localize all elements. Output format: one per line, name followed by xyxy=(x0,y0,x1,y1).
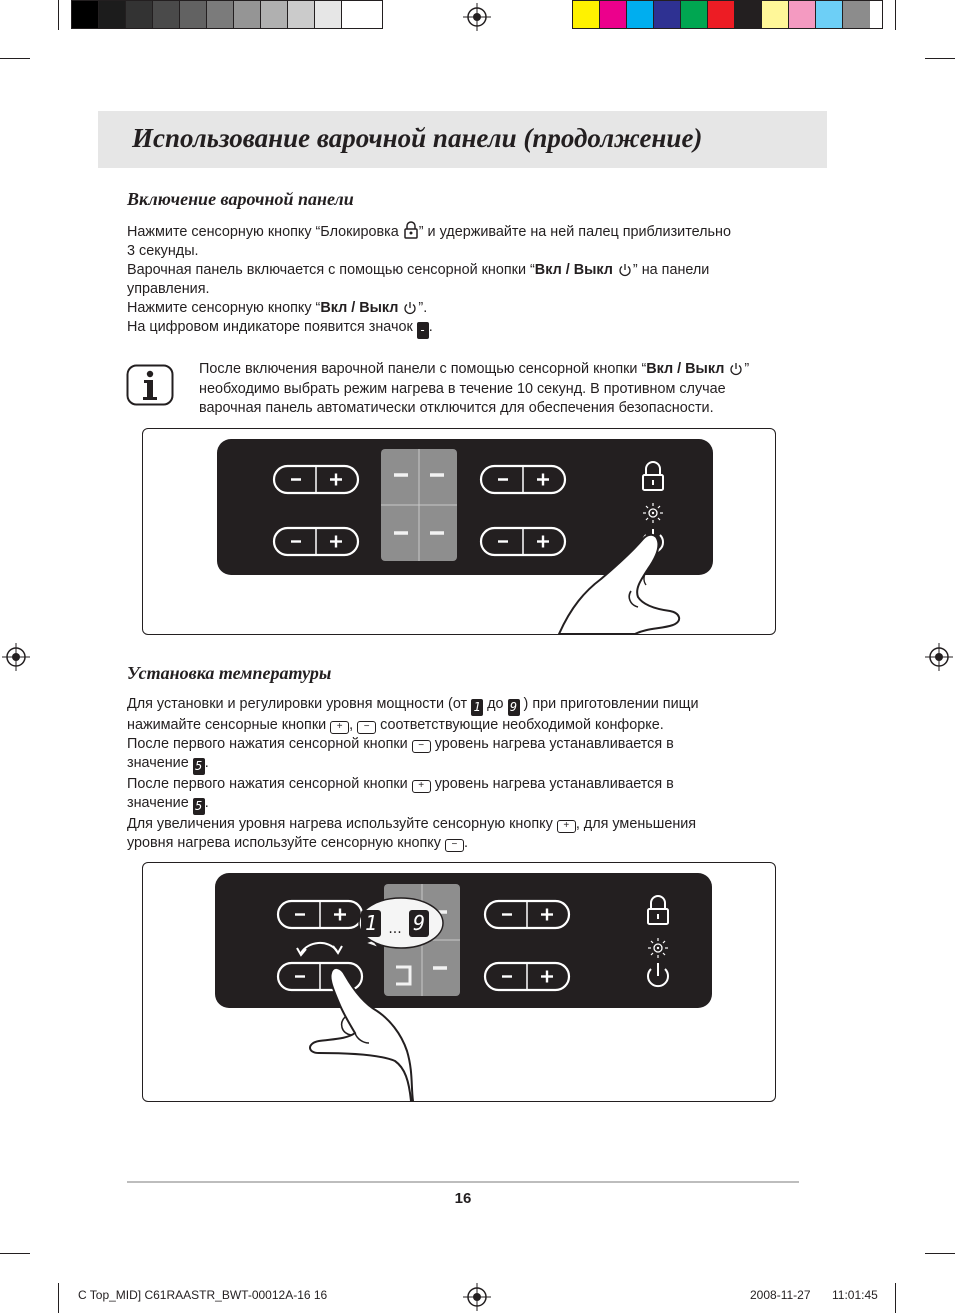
plus-button-icon: + xyxy=(557,820,576,833)
color-swatch xyxy=(708,1,735,28)
title-banner xyxy=(98,111,827,168)
range-dots: ... xyxy=(388,921,402,937)
minus-button-icon: − xyxy=(445,839,464,852)
crop-mark xyxy=(0,58,30,59)
print-slug-date: 2008-11-27 xyxy=(750,1288,811,1302)
power-icon xyxy=(618,263,632,277)
text-line: После включения варочной панели с помощью сенсорной кнопки “Вкл / Выкл ” xyxy=(199,361,750,377)
color-swatch xyxy=(573,1,600,28)
color-swatch xyxy=(735,1,762,28)
text-line: варочная панель автоматически отключится для обеспечения безопасности. xyxy=(199,400,714,416)
power-range-callout xyxy=(359,898,443,948)
text-line: После первого нажатия сенсорной кнопки + уровень нагрева устанавливается в xyxy=(127,776,674,792)
section-heading-power-on: Включение варочной панели xyxy=(127,189,354,209)
registration-mark-icon xyxy=(463,1283,491,1311)
section-power-on-text xyxy=(127,221,827,339)
color-swatch xyxy=(288,1,315,28)
power-icon xyxy=(403,301,417,315)
text-line: Нажмите сенсорную кнопку “Вкл / Выкл ”. xyxy=(127,300,428,316)
power-icon xyxy=(729,362,743,376)
text-line: значение 5 . xyxy=(127,755,209,773)
text-line: Для установки и регулировки уровня мощности (от 1 до 9 ) при приготовлении пищи xyxy=(127,696,699,714)
section-temperature-text xyxy=(127,695,827,853)
control-panel-illustration xyxy=(143,429,775,634)
plus-button-icon: + xyxy=(412,780,431,793)
control-panel-diagram-power-on xyxy=(142,428,776,635)
color-swatch xyxy=(843,1,870,28)
crop-mark xyxy=(0,1253,30,1254)
color-swatch xyxy=(600,1,627,28)
registration-mark-icon xyxy=(2,643,30,671)
color-swatch xyxy=(126,1,153,28)
text-line: Нажмите сенсорную кнопку “Блокировка ” и удерживайте на ней палец приблизительно xyxy=(127,221,827,242)
crop-mark xyxy=(925,1253,955,1254)
range-to-digit: 9 xyxy=(412,911,426,935)
minus-button-icon: − xyxy=(357,721,376,734)
print-slug-time: 11:01:45 xyxy=(832,1288,878,1302)
crop-mark xyxy=(925,58,955,59)
lock-icon xyxy=(404,221,418,239)
control-panel-illustration xyxy=(143,863,775,1101)
text-line: Для увеличения уровня нагрева используйте сенсорную кнопку + , для уменьшения xyxy=(127,816,697,832)
text-line: После первого нажатия сенсорной кнопки − уровень нагрева устанавливается в xyxy=(127,736,674,752)
color-swatch xyxy=(72,1,99,28)
digit-default-indicator: 5 xyxy=(193,758,205,775)
indicator-light-icon xyxy=(648,938,668,958)
digit-min-indicator: 1 xyxy=(471,699,483,716)
color-swatch xyxy=(180,1,207,28)
print-slug-file: C Top_MID] C61RAASTR_BWT-00012A-16 16 xyxy=(78,1288,328,1302)
text-line: На цифровом индикаторе появится значок - . xyxy=(127,319,433,337)
plus-button-icon: + xyxy=(330,721,349,734)
footer-divider xyxy=(127,1181,799,1183)
color-swatch xyxy=(789,1,816,28)
color-swatch xyxy=(654,1,681,28)
minus-button-icon: − xyxy=(412,740,431,753)
range-from-digit: 1 xyxy=(364,911,378,935)
dash-indicator-icon: - xyxy=(417,322,429,339)
text-line: Варочная панель включается с помощью сенсорной кнопки “Вкл / Выкл ” на панели xyxy=(127,262,710,278)
text-line: управления. xyxy=(127,281,210,297)
page-title: Использование варочной панели (продолжение) xyxy=(132,123,703,153)
power-level-display xyxy=(381,449,457,561)
digit-default-indicator: 5 xyxy=(193,798,205,815)
registration-mark-icon xyxy=(463,3,491,31)
text-line: необходимо выбрать режим нагрева в течение 10 секунд. В противном случае xyxy=(199,380,726,397)
color-swatch xyxy=(627,1,654,28)
text-line: значение 5 . xyxy=(127,795,209,813)
crop-mark xyxy=(895,1283,896,1313)
section-heading-temperature: Установка температуры xyxy=(127,663,332,683)
text-line: уровня нагрева используйте сенсорную кнопку − . xyxy=(127,835,468,851)
digit-max-indicator: 9 xyxy=(508,699,520,716)
crop-mark xyxy=(58,0,59,30)
color-swatch xyxy=(762,1,789,28)
color-swatch xyxy=(207,1,234,28)
page-number: 16 xyxy=(454,1190,472,1207)
color-swatch-strip xyxy=(572,0,883,29)
crop-mark xyxy=(895,0,896,30)
crop-mark xyxy=(58,1283,59,1313)
color-swatch xyxy=(816,1,843,28)
color-swatch xyxy=(315,1,342,28)
info-icon xyxy=(126,364,174,406)
registration-mark-icon xyxy=(925,643,953,671)
gray-swatch-strip xyxy=(71,0,383,29)
info-note xyxy=(199,360,799,419)
color-swatch xyxy=(261,1,288,28)
text-line: нажимайте сенсорные кнопки + , − соответствующие необходимой конфорке. xyxy=(127,717,664,733)
color-swatch xyxy=(234,1,261,28)
text-line: 3 секунды. xyxy=(127,243,199,259)
color-swatch xyxy=(99,1,126,28)
color-swatch xyxy=(342,1,369,28)
indicator-light-icon xyxy=(643,503,663,523)
color-swatch xyxy=(681,1,708,28)
control-panel-diagram-temperature xyxy=(142,862,776,1102)
color-swatch xyxy=(153,1,180,28)
